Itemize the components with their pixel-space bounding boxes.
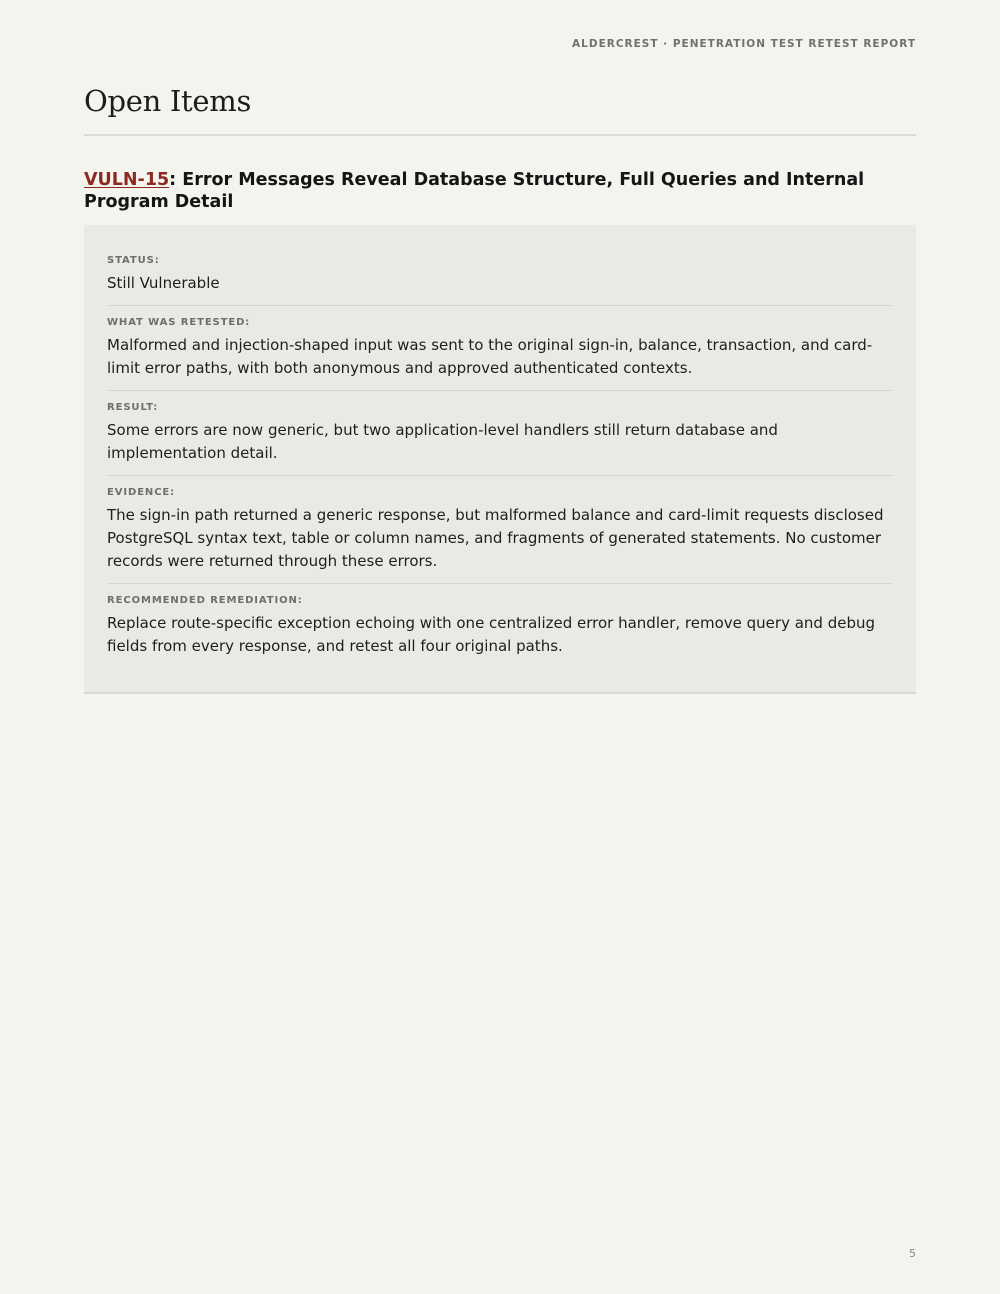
field-result bbox=[107, 402, 893, 476]
title-divider bbox=[84, 134, 916, 136]
field-evidence-value: The sign-in path returned a generic response, but malformed balance and card-limit requests disclosed PostgreSQL syntax text, table or column names, and fragments of generated statements. No customer records were returned through these errors. bbox=[107, 506, 884, 570]
field-evidence bbox=[107, 487, 893, 584]
field-evidence-label: EVIDENCE: bbox=[107, 487, 176, 498]
finding-id-link[interactable]: VULN-15 bbox=[84, 170, 170, 190]
finding-details-panel bbox=[84, 225, 916, 694]
field-what-was-retested-value: Malformed and injection-shaped input was sent to the original sign-in, balance, transaction, and card-limit error paths, with both anonymous and approved authenticated contexts. bbox=[107, 336, 873, 377]
page-title: Open Items bbox=[84, 84, 252, 118]
field-status bbox=[107, 255, 893, 306]
field-result-value: Some errors are now generic, but two application-level handlers still return database and implementation detail. bbox=[107, 421, 778, 462]
field-result-label: RESULT: bbox=[107, 402, 159, 413]
field-recommended-remediation-value: Replace route-specific exception echoing with one centralized error handler, remove query and debug fields from every response, and retest all four original paths. bbox=[107, 614, 876, 655]
field-status-label: STATUS: bbox=[107, 255, 160, 266]
field-recommended-remediation bbox=[107, 595, 893, 668]
finding-heading bbox=[84, 169, 916, 213]
field-what-was-retested-label: WHAT WAS RETESTED: bbox=[107, 317, 251, 328]
page-number: 5 bbox=[909, 1247, 916, 1260]
finding-title: Error Messages Reveal Database Structure, Full Queries and Internal Program Detail bbox=[84, 170, 865, 212]
field-recommended-remediation-label: RECOMMENDED REMEDIATION: bbox=[107, 595, 303, 606]
field-what-was-retested bbox=[107, 317, 893, 391]
finding-heading-separator: : bbox=[169, 170, 183, 190]
running-header: ALDERCREST · PENETRATION TEST RETEST REPORT bbox=[572, 38, 916, 50]
field-status-value: Still Vulnerable bbox=[107, 274, 220, 292]
